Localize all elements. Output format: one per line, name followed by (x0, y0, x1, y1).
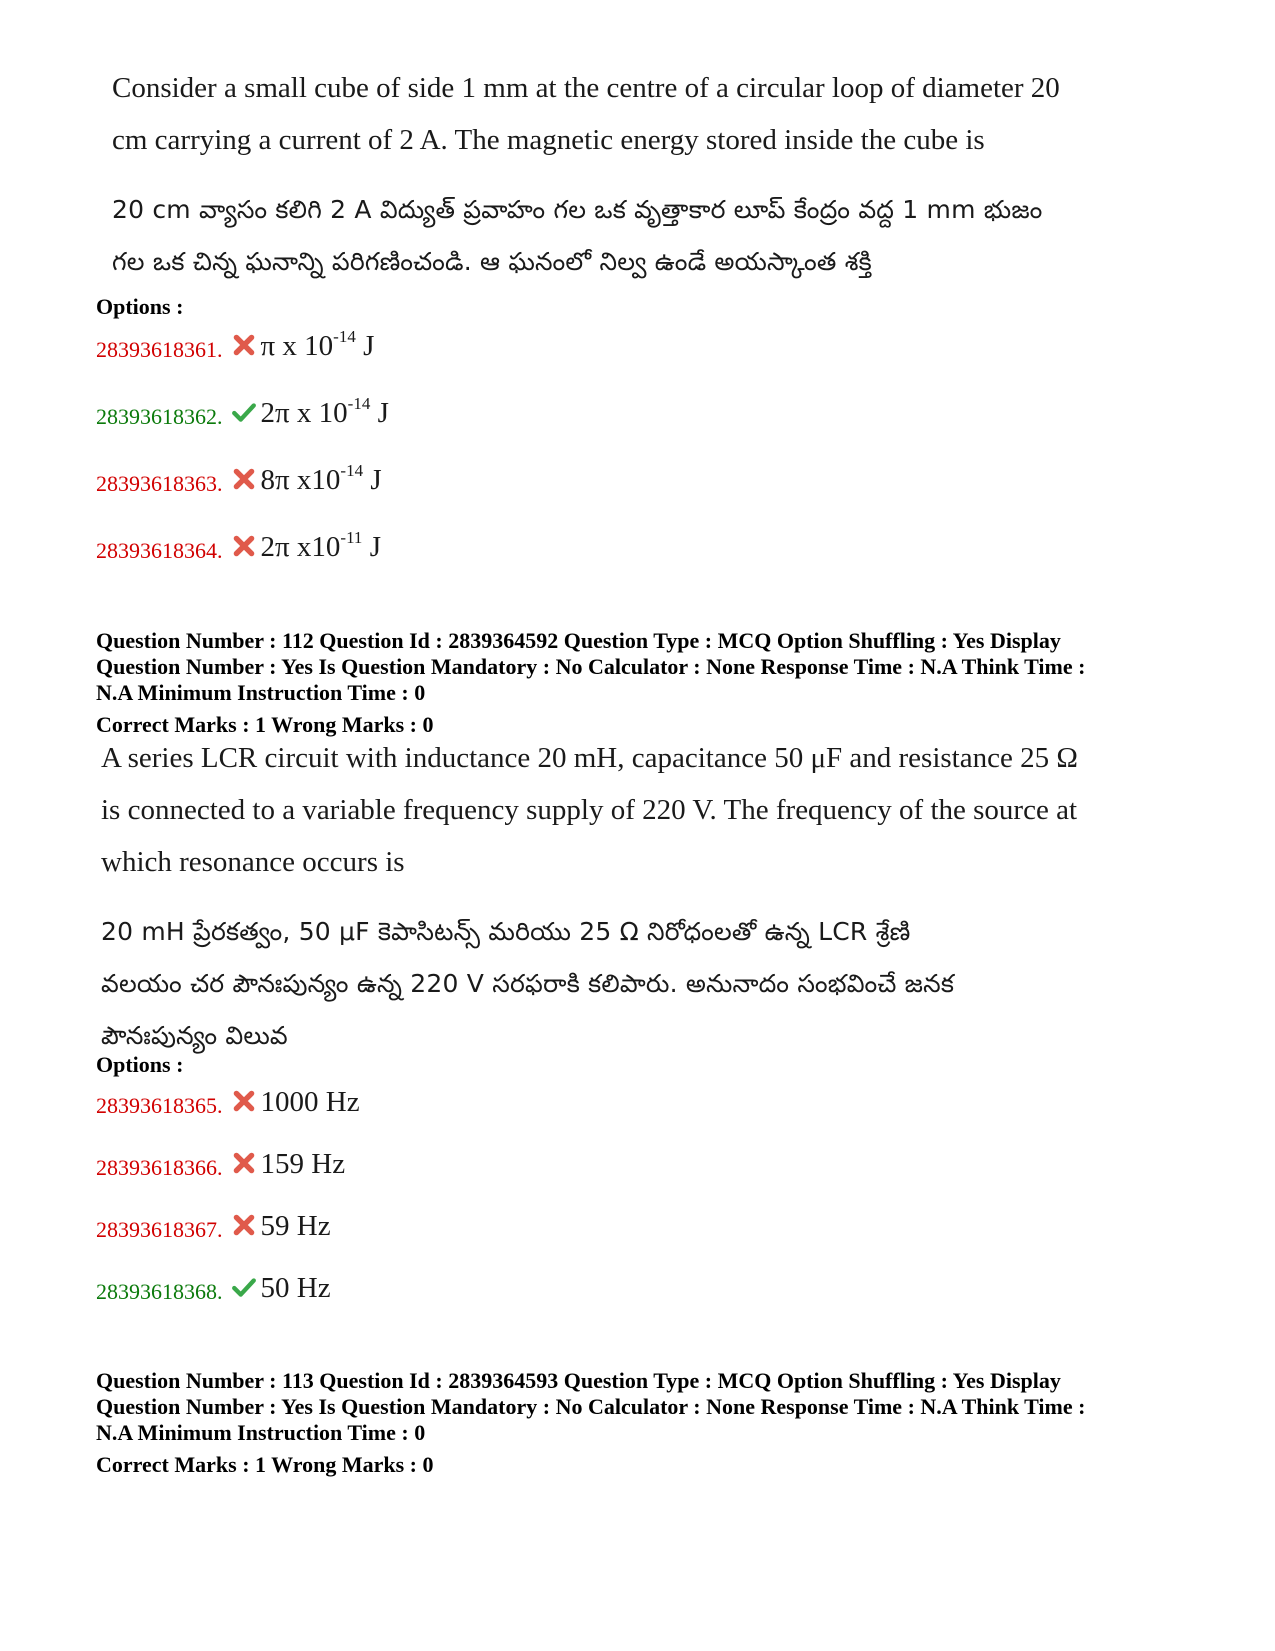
q113-meta-line-3: N.A Minimum Instruction Time : 0 (96, 1420, 426, 1445)
q112-meta (96, 628, 1186, 738)
q111-option-2 (96, 391, 389, 431)
q111-option-3 (96, 458, 382, 498)
option-value: 2π x $10^{-14}$ J (260, 394, 389, 429)
q113-meta-line-2: Question Number : Yes Is Question Mandatory : No Calculator : None Response Time : N.A Think Time : (96, 1394, 1086, 1419)
option-value: 8π $x10^{-14}$ J (260, 461, 382, 496)
q112-option-3 (96, 1204, 331, 1244)
q111-english-line-1: Consider a small cube of side 1 mm at the centre of a circular loop of diameter 20 (112, 72, 1060, 104)
q112-telugu-line-3: పౌనఃపున్యం విలువ (101, 1021, 288, 1050)
option-id: 28393618364. (96, 538, 223, 563)
q111-question-text (112, 62, 1122, 288)
option-id: 28393618365. (96, 1093, 223, 1118)
cross-icon (231, 1150, 257, 1176)
option-value: 2π $x10^{-11}$ J (260, 528, 381, 563)
option-value: 1000 Hz (260, 1086, 360, 1118)
q111-telugu-line-2: గల ఒక చిన్న ఘనాన్ని పరిగణించండి. ఆ ఘనంలో నిల్వ ఉండే అయస్కాంత శక్తి (112, 247, 872, 276)
q112-telugu-line-2: వలయం చర పౌనఃపున్యం ఉన్న 220 V సరఫరాకి కలిపారు. అనునాదం సంభవించే జనక (101, 969, 955, 998)
q111-option-1 (96, 324, 374, 364)
option-id: 28393618366. (96, 1155, 223, 1180)
q112-options-label: Options : (96, 1052, 184, 1077)
q111-option-4 (96, 525, 381, 565)
q112-marks: Correct Marks : 1 Wrong Marks : 0 (96, 712, 434, 737)
q113-marks: Correct Marks : 1 Wrong Marks : 0 (96, 1452, 434, 1477)
q111-telugu-line-1: 20 cm వ్యాసం కలిగి 2 A విద్యుత్ ప్రవాహం గల ఒక వృత్తాకార లూప్ కేంద్రం వద్ద 1 mm భుజం (112, 195, 1043, 224)
q112-option-1 (96, 1080, 360, 1120)
q112-option-4 (96, 1266, 331, 1306)
q111-english-line-2: cm carrying a current of 2 A. The magnetic energy stored inside the cube is (112, 124, 985, 156)
option-value: 59 Hz (260, 1210, 331, 1242)
q112-meta-line-1: Question Number : 112 Question Id : 2839364592 Question Type : MCQ Option Shuffling : Yes Display (96, 628, 1061, 653)
check-icon (231, 399, 257, 425)
option-id: 28393618361. (96, 337, 223, 362)
check-icon (231, 1274, 257, 1300)
cross-icon (231, 466, 257, 492)
option-value: 159 Hz (260, 1148, 346, 1180)
q112-meta-line-3: N.A Minimum Instruction Time : 0 (96, 680, 426, 705)
q112-option-2 (96, 1142, 345, 1182)
q113-meta-line-1: Question Number : 113 Question Id : 2839364593 Question Type : MCQ Option Shuffling : Yes Display (96, 1368, 1061, 1393)
q112-english-line-1: A series LCR circuit with inductance 20 mH, capacitance 50 μF and resistance 25 Ω (101, 742, 1078, 774)
option-id: 28393618362. (96, 404, 223, 429)
q112-english-line-2: is connected to a variable frequency supply of 220 V. The frequency of the source at (101, 794, 1078, 826)
q112-meta-line-2: Question Number : Yes Is Question Mandatory : No Calculator : None Response Time : N.A Think Time : (96, 654, 1086, 679)
cross-icon (231, 1088, 257, 1114)
q112-question-text (101, 732, 1111, 1062)
q112-english-line-3: which resonance occurs is (101, 846, 405, 878)
q113-meta (96, 1368, 1186, 1478)
option-id: 28393618363. (96, 471, 223, 496)
option-id: 28393618368. (96, 1279, 223, 1304)
cross-icon (231, 1212, 257, 1238)
q111-options-label: Options : (96, 294, 184, 319)
cross-icon (231, 332, 257, 358)
q112-telugu-line-1: 20 mH ప్రేరకత్వం, 50 μF కెపాసిటన్స్ మరియు 25 Ω నిరోధంలతో ఉన్న LCR శ్రేణి (101, 917, 911, 946)
option-value: 50 Hz (260, 1272, 331, 1304)
cross-icon (231, 533, 257, 559)
option-value: π x $10^{-14}$ J (260, 327, 375, 362)
option-id: 28393618367. (96, 1217, 223, 1242)
